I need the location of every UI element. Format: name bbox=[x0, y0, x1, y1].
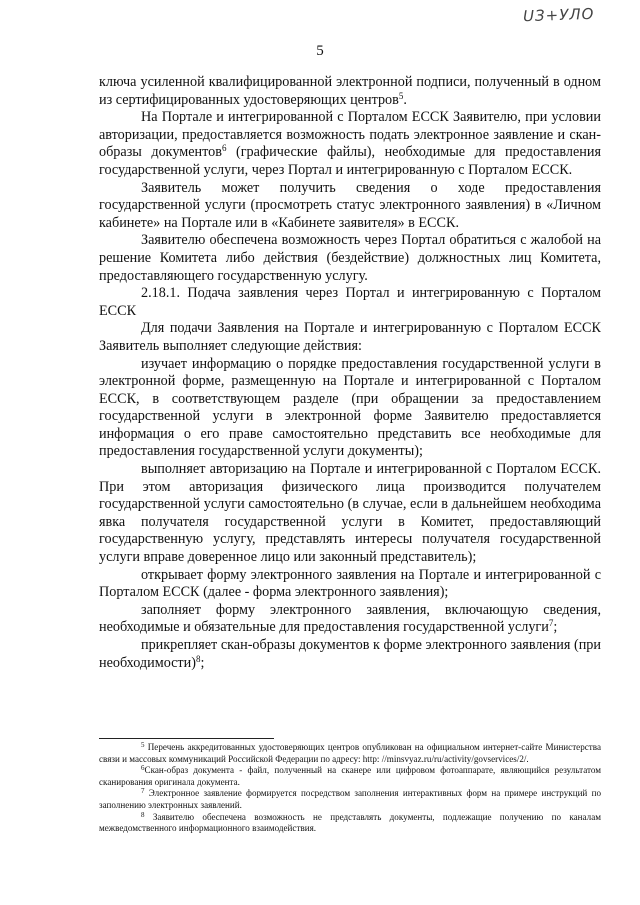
footnote-ref: 7 bbox=[548, 618, 554, 629]
list-item: изучает информацию о порядке предоставления государственной услуги в электронной форме, размещенную на Портале и интегрированной с Порталом ЕССК, в соответствующем разделе (при обращении за предоставлением государственной услуги в электронной форме Заявителю предоставляется информация о его праве самостоятельно представить все необходимые для предоставления государственной услуги документы); bbox=[99, 355, 601, 460]
paragraph: Заявитель может получить сведения о ходе предоставления государственной услуги (просмотреть статус электронного заявления) в «Личном кабинете» на Портале или в «Кабинете заявителя» в ЕССК. bbox=[99, 179, 601, 231]
paragraph: На Портале и интегрированной с Порталом ЕССК Заявителю, при условии авторизации, предоставляется возможность подать электронное заявление и скан-образы документов$^6$ (графические файлы), необходимые для предоставления государственной услуги, через Портал и интегрированную с Порталом ЕССК. bbox=[99, 109, 601, 178]
footnotes bbox=[99, 742, 601, 835]
list-item: открывает форму электронного заявления на Портале и интегрированной с Порталом ЕССК (далее - форма электронного заявления); bbox=[99, 566, 601, 601]
page-number: 5 bbox=[316, 43, 324, 59]
footnote-ref: 5 bbox=[398, 90, 404, 101]
footnote-ref: 6 bbox=[221, 143, 227, 154]
paragraph: Заявителю обеспечена возможность через Портал обратиться с жалобой на решение Комитета либо действия (бездействие) должностных лиц Комитета, предоставляющего государственную услугу. bbox=[99, 232, 601, 284]
footnote: $^5$ Перечень аккредитованных удостоверяющих центров опубликован на официальном интернет-сайте Министерства связи и массовых коммуникаций Российской Федерации по адресу: http: //minsvyaz.ru/ru/activity/govservices/2/. bbox=[99, 741, 601, 764]
footnote: $^6$Скан-образ документа - файл, полученный на сканере или цифровом фотоаппарате, являющийся результатом сканирования оригинала документа. bbox=[99, 764, 601, 787]
footnote: $^8$ Заявителю обеспечена возможность не представлять документы, подлежащие получению по каналам межведомственного информационного взаимодействия. bbox=[99, 810, 601, 834]
footnote: $^7$ Электронное заявление формируется посредством заполнения интерактивных форм на примере инструкций по заполнению электронных заявлений. bbox=[99, 787, 601, 810]
list-item: выполняет авторизацию на Портале и интегрированной с Порталом ЕССК. При этом авторизация физического лица производится получателем государственной услуги самостоятельно (в случае, если в дальнейшем необходима явка получателя государственной услуги в Комитет, предоставляющий государственную услугу, представлять интересы получателя государственной услуги вправе доверенное лицо или законный представитель); bbox=[99, 461, 601, 566]
footnote-divider bbox=[99, 738, 274, 739]
paragraph: ключа усиленной квалифицированной электронной подписи, полученный в одном из сертифицированных удостоверяющих центров$^5$. bbox=[99, 74, 601, 108]
section-heading: 2.18.1. Подача заявления через Портал и интегрированную с Порталом ЕССК bbox=[99, 285, 601, 319]
list-item: заполняет форму электронного заявления, включающую сведения, необходимые и обязательные для предоставления государственной услуги$^7$; bbox=[99, 601, 601, 636]
document-body bbox=[99, 74, 601, 672]
paragraph: Для подачи Заявления на Портале и интегрированную с Порталом ЕССК Заявитель выполняет следующие действия: bbox=[99, 320, 601, 354]
footnote-ref: 8 bbox=[195, 653, 201, 664]
handwritten-stamp: UЗ+УЛО bbox=[522, 4, 595, 26]
list-item: прикрепляет скан-образы документов к форме электронного заявления (при необходимости)$^8$; bbox=[99, 637, 601, 671]
